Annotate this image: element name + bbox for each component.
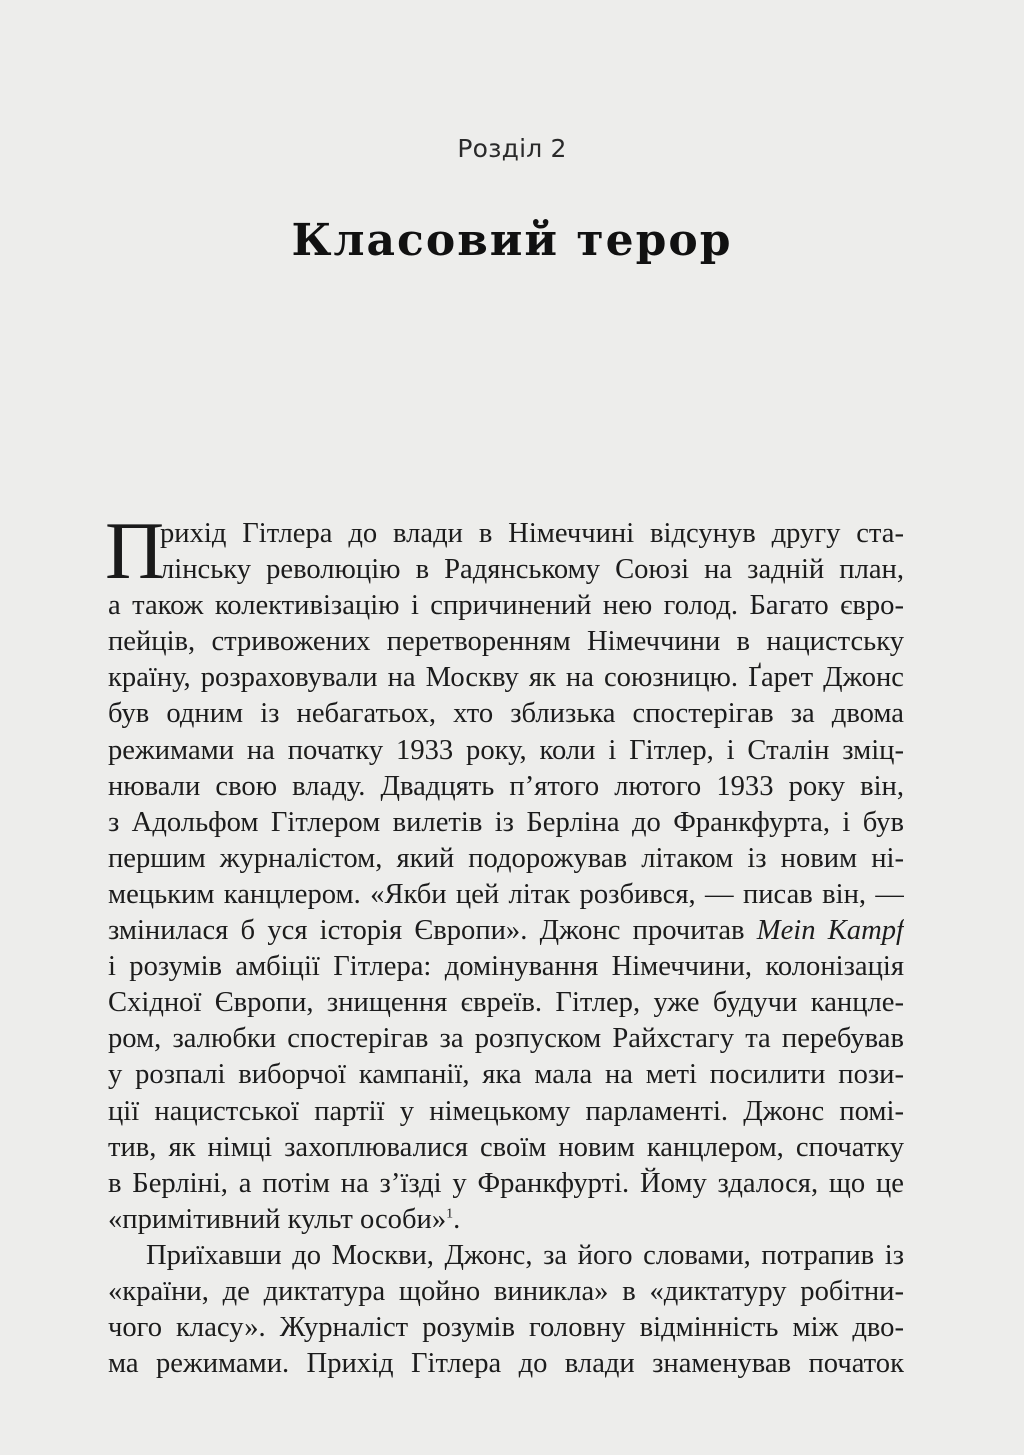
drop-cap: П xyxy=(105,505,165,596)
chapter-title: Класовий терор xyxy=(291,215,733,266)
text-line: ма режимами. Прихід Гітлера до влади знаменував початок xyxy=(108,1348,904,1380)
text-line: «країни, де диктатура щойно виникла» в «диктатуру робітни- xyxy=(108,1275,904,1307)
footnote-marker[interactable]: 1 xyxy=(446,1206,454,1222)
text-line: а також колективізацію і спричинений нею голод. Багато євро- xyxy=(108,590,904,622)
text-line: чого класу». Журналіст розумів головну відмінність між дво- xyxy=(108,1312,904,1344)
line-text: «примітивний культ особи» xyxy=(108,1203,447,1235)
text-line: Приїхавши до Москви, Джонс, за його словами, потрапив із xyxy=(146,1239,904,1271)
text-line: пейців, стривожених перетворенням Німеччини в нацистську xyxy=(108,626,904,658)
text-line: в Берліні, а потім на з’їзді у Франкфурті. Йому здалося, що це xyxy=(108,1167,904,1199)
paragraph-end-line xyxy=(108,1202,904,1238)
chapter-label: Розділ 2 xyxy=(457,134,567,163)
text-line: тив, як німці захоплювалися своїм новим канцлером, спочатку xyxy=(108,1131,904,1163)
text-line: першим журналістом, який подорожував літаком із новим ні- xyxy=(108,842,904,874)
line-text: змінилася б уся історія Європи». Джонс прочитав xyxy=(108,915,757,947)
text-line: у розпалі виборчої кампанії, яка мала на меті посилити пози- xyxy=(108,1059,904,1091)
text-line: лінську революцію в Радянському Союзі на задній план, xyxy=(160,554,904,586)
text-line: рихід Гітлера до влади в Німеччині відсунув другу ста- xyxy=(160,518,904,549)
text-line: режимами на початку 1933 року, коли і Гітлер, і Сталін зміц- xyxy=(108,734,904,766)
text-line-with-italic xyxy=(108,913,904,949)
book-title-italic: Mein Kampf xyxy=(756,915,904,947)
text-line: і розумів амбіції Гітлера: домінування Німеччини, колонізація xyxy=(108,951,904,983)
text-line: мецьким канцлером. «Якби цей літак розбився, — писав він, — xyxy=(108,878,904,910)
text-line: Східної Європи, знищення євреїв. Гітлер, уже будучи канцле- xyxy=(108,987,904,1019)
text-line: ції нацистської партії у німецькому парламенті. Джонс помі- xyxy=(108,1095,904,1127)
line-text: . xyxy=(453,1203,461,1235)
text-line: з Адольфом Гітлером вилетів із Берліна до Франкфурта, і був xyxy=(108,806,904,838)
text-line: ром, залюбки спостерігав за розпуском Райхстагу та перебував xyxy=(108,1023,904,1055)
text-line: країну, розраховували на Москву як на союзницю. Ґарет Джонс xyxy=(108,662,904,694)
body-text xyxy=(105,505,904,1382)
text-line: був одним із небагатьох, хто зблизька спостерігав за двома xyxy=(108,698,904,730)
text-line: нювали свою владу. Двадцять п’ятого лютого 1933 року він, xyxy=(108,770,904,802)
